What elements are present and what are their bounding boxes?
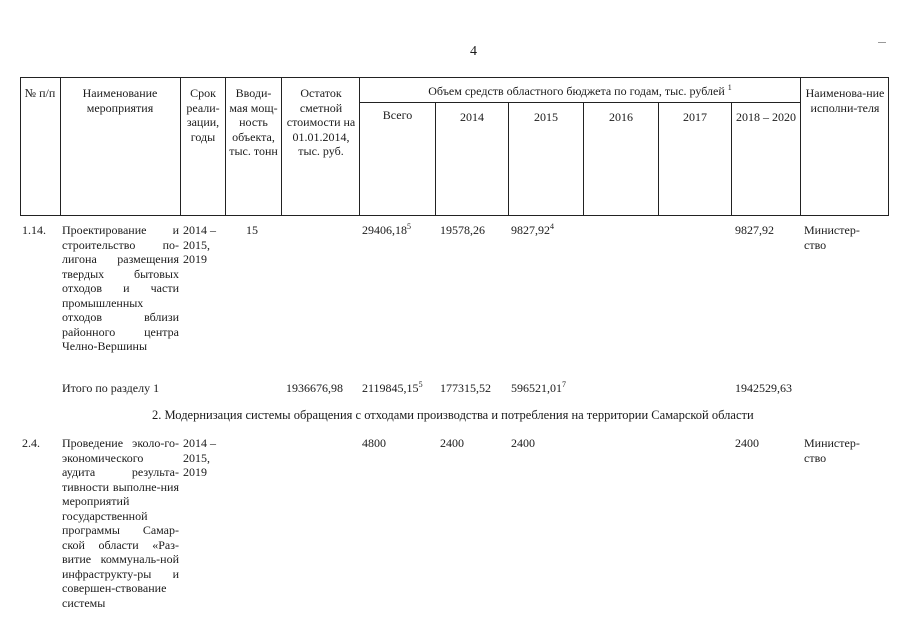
row-capacity: 15 [246,223,258,237]
header-term: Срок реали-зации, годы [186,86,220,144]
subtotal-2015-value: 596521,01 [511,381,562,395]
header-2015: 2015 [534,110,558,124]
row-total: 4800 [362,436,386,450]
header-budget-group [361,84,799,99]
col-line [225,77,226,216]
row-executor: Министер-ство [804,436,860,465]
row-2014: 19578,26 [440,223,485,237]
subtotal-total [362,381,423,396]
subtotal-total-value: 2119845,15 [362,381,419,395]
row-2018-2020: 2400 [735,436,759,450]
subtotal-remainder: 1936676,98 [286,381,343,395]
section-title: 2. Модернизация системы обращения с отходами производства и потребления на территории Самарской области [152,408,754,422]
header-capacity: Вводи-мая мощ-ность объекта, тыс. тонн [229,86,278,158]
header-2018-2020: 2018 – 2020 [736,110,796,124]
header-2017: 2017 [683,110,707,124]
col-line [20,77,21,216]
row-2014: 2400 [440,436,464,450]
row-executor: Министер-ство [804,223,860,252]
header-total: Всего [382,108,413,122]
col-line [281,77,282,216]
row-2015-value: 9827,92 [511,223,550,237]
col-line [359,77,360,216]
header-2014: 2014 [460,110,484,124]
col-line [180,77,181,216]
subtotal-label: Итого по разделу 1 [62,381,160,395]
row-total-value: 29406,18 [362,223,407,237]
subtotal-2014: 177315,52 [440,381,491,395]
page-number: 4 [470,44,477,59]
row-2018-2020: 9827,92 [735,223,774,237]
row-2015: 2400 [511,436,535,450]
col-line [60,77,61,216]
header-top-line [20,77,889,78]
footnote-mark: 7 [562,380,566,389]
header-executor: Наименова-ние исполни-теля [805,86,885,115]
header-group-line [359,102,800,103]
footnote-mark: 5 [407,222,411,231]
header-budget-group-text: Объем средств областного бюджета по годам, тыс. рублей [428,84,725,98]
row-name: Проведение эколо-го-экономического аудита результа-тивности выполне-ния мероприятий государственной программы Самар-ской области «Раз-витие коммуналь-ной инфраструкту-ры и совершен-ствование системы [62,436,179,610]
scan-mark [878,42,886,43]
row-2015 [511,223,554,238]
subtotal-2018-2020: 1942529,63 [735,381,792,395]
row-total [362,223,411,238]
row-num: 1.14. [22,223,46,237]
footnote-mark: 5 [418,380,423,389]
row-term: 2014 – 2015, 2019 [183,436,216,479]
col-line [888,77,889,216]
footnote-mark: 4 [550,222,554,231]
col-line [800,77,801,216]
header-num: № п/п [24,86,56,100]
header-2016: 2016 [609,110,633,124]
row-name: Проектирование и строительство по-лигона размещения твердых бытовых отходов и части промышленных отходов вблизи районного центра Челно-Вершины [62,223,179,353]
row-num: 2.4. [22,436,40,450]
subtotal-2015 [511,381,566,396]
header-bottom-line [20,215,889,216]
header-name: Наименование мероприятия [82,86,158,115]
footnote-mark: 1 [727,83,732,92]
row-term: 2014 – 2015, 2019 [183,223,216,266]
header-remainder: Остаток сметной стоимости на 01.01.2014, тыс. руб. [286,86,356,158]
